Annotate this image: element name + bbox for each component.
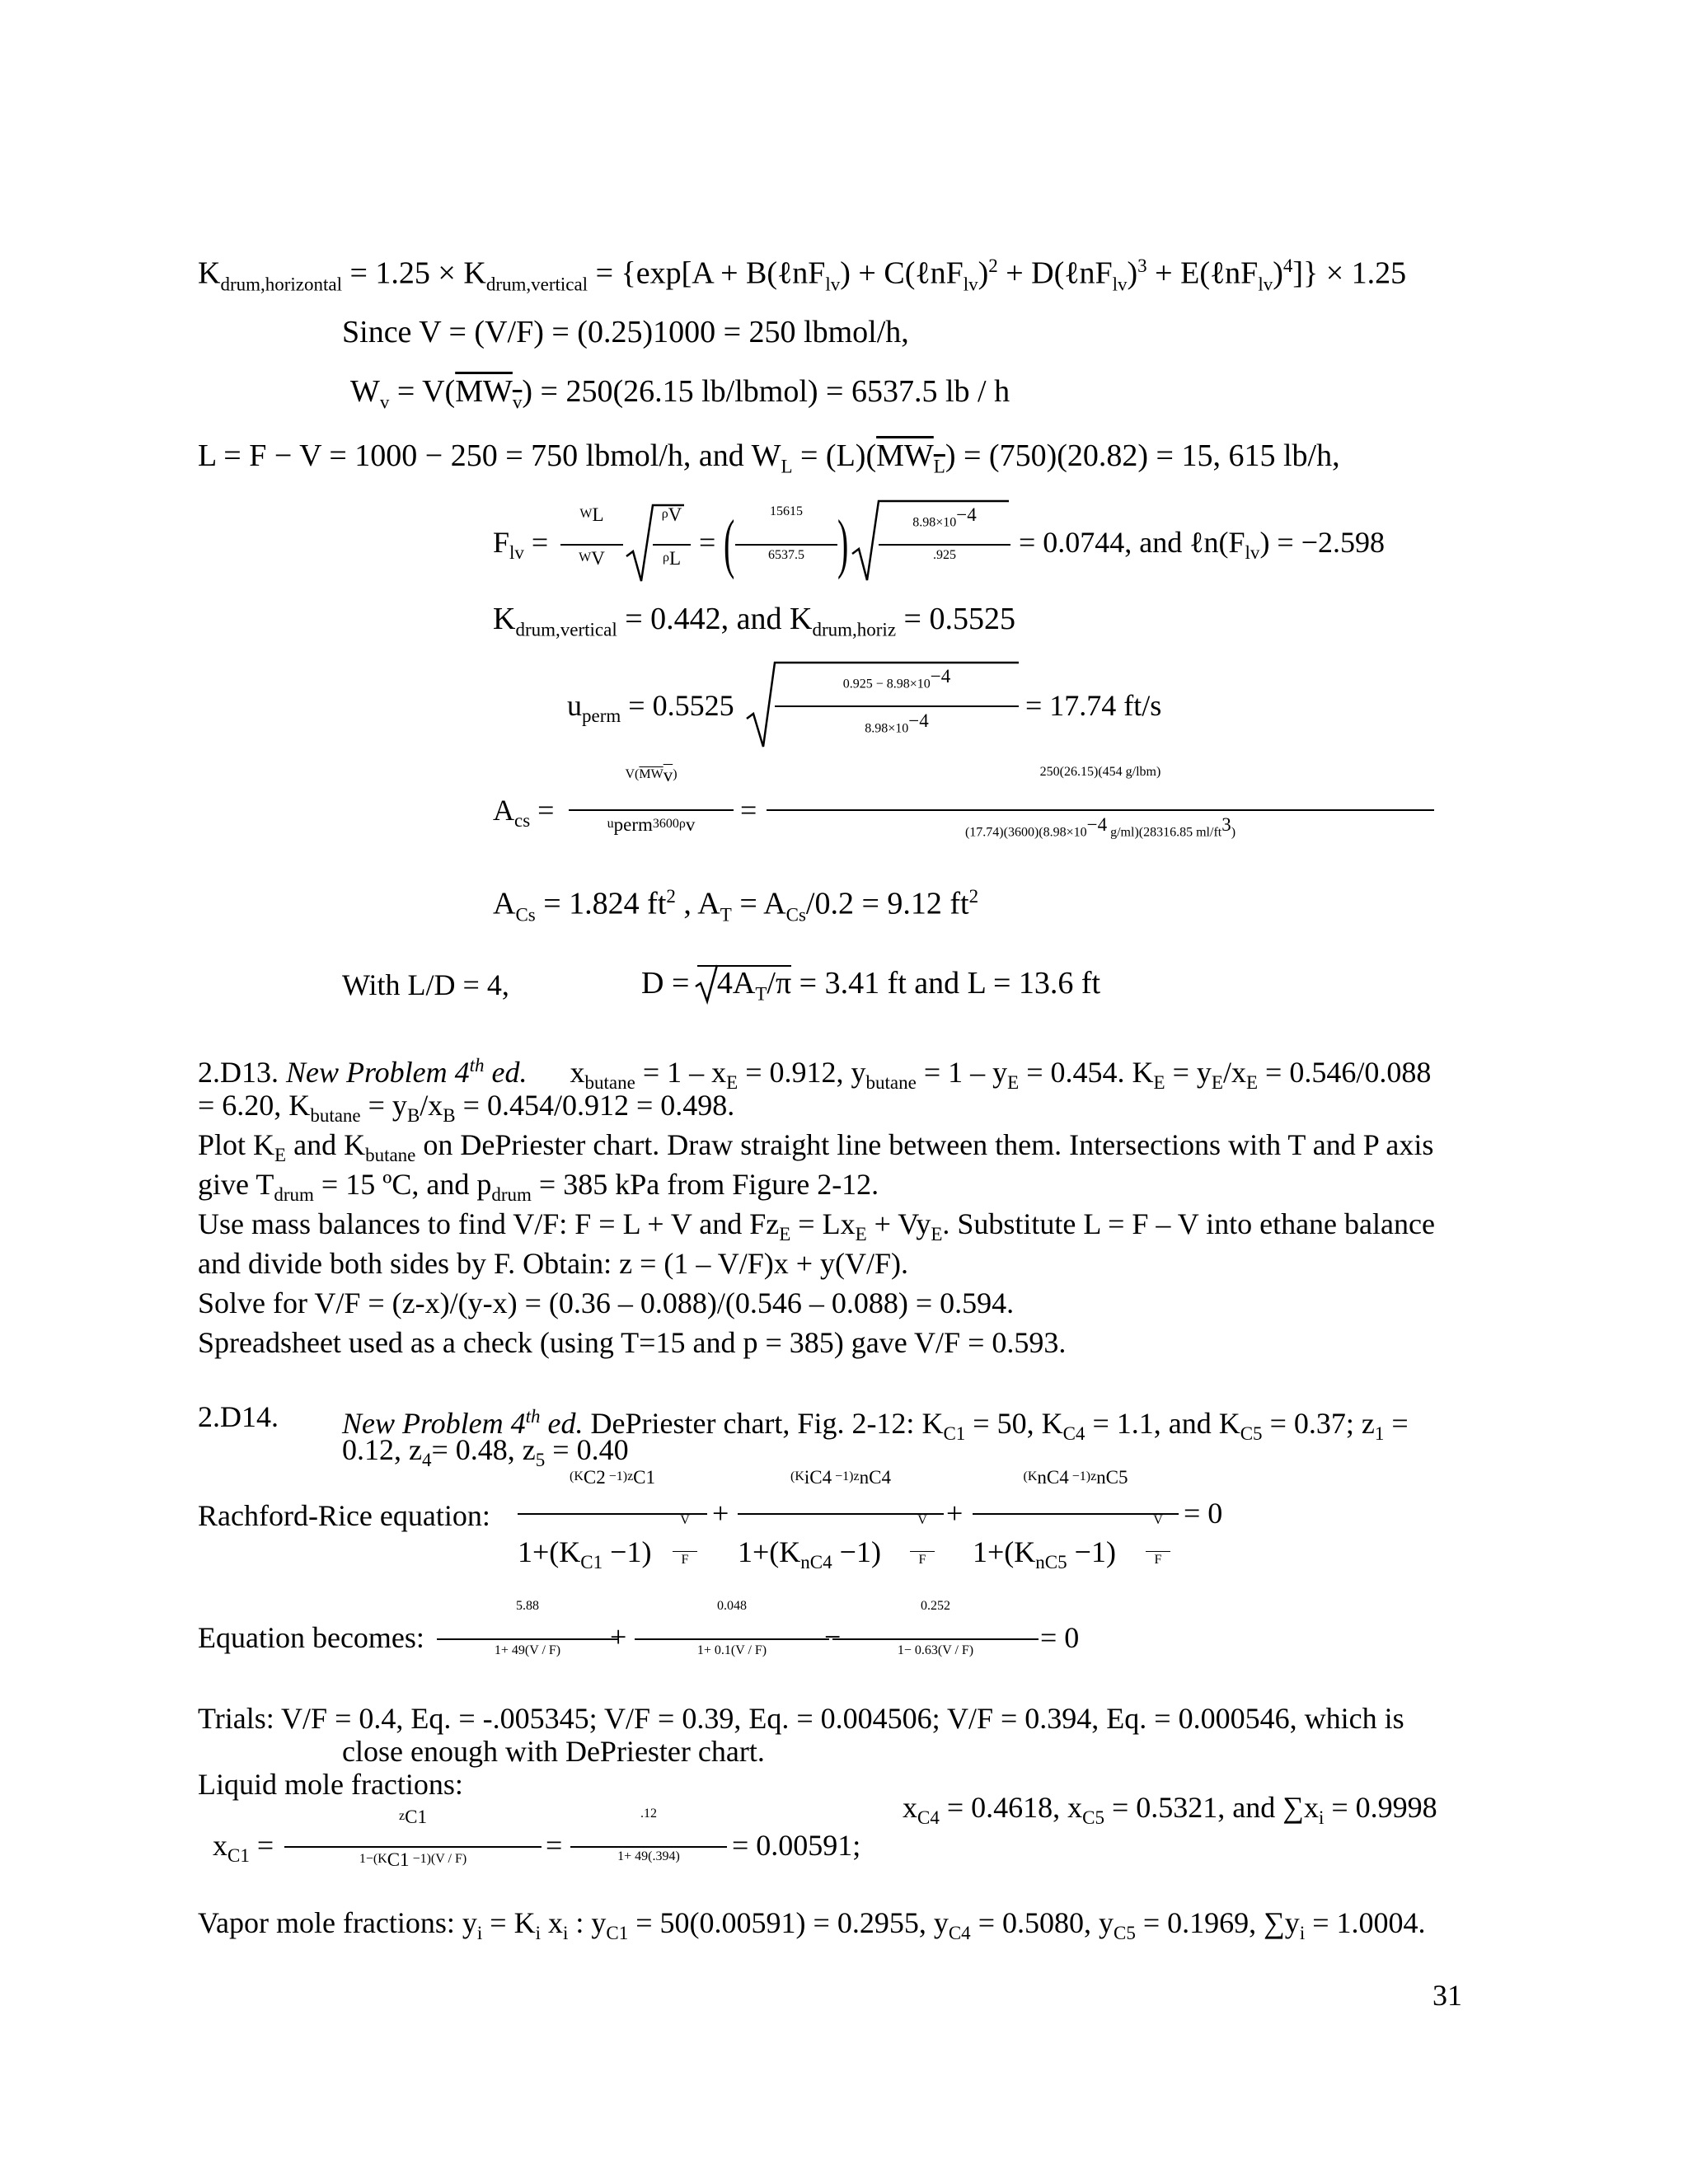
eq-sup: 2 (988, 255, 998, 276)
eq-sub: B (406, 1105, 420, 1127)
eq-text: = 1.25 × K (342, 255, 486, 291)
eq-sub: v (685, 814, 696, 835)
eq-text: x (903, 1791, 917, 1824)
eq-text: = (249, 1829, 274, 1862)
eq-sub: L (933, 456, 945, 477)
frac-den: F (918, 1553, 926, 1567)
eq-text: 1−(K (359, 1851, 387, 1866)
frac-den: F (681, 1553, 689, 1567)
eq-text: 1+(K (973, 1535, 1036, 1568)
eq-sub: V (668, 504, 682, 525)
frac-bar (673, 1551, 697, 1552)
eq-text: + E(ℓnF (1146, 255, 1259, 291)
eq-sup: th (525, 1406, 541, 1427)
text-line: Spreadsheet used as a check (using T=15 and p = 385) gave V/F = 0.593. (198, 1326, 1067, 1359)
eq-text: = 3.41 ft and L = 13.6 ft (791, 966, 1101, 1001)
eq-text: and K (286, 1128, 366, 1161)
eq-text: K (198, 255, 221, 291)
frac-num (879, 504, 1010, 530)
eq-text: + (610, 1620, 627, 1653)
eq-text: = 0.0744, and ℓn(F (1019, 526, 1245, 559)
eq-sub: drum,horiz (812, 619, 897, 640)
frac-num (973, 1467, 1179, 1488)
frac-num: 15615 (770, 504, 803, 518)
frac-bar (735, 544, 837, 546)
eq-text: ]} × 1.25 (1292, 255, 1407, 291)
eq-text: ) (1127, 255, 1138, 291)
eq-sub: drum,horizontal (220, 274, 342, 295)
frac-den (284, 1849, 542, 1871)
eq-text: (K (790, 1469, 804, 1483)
eq-text: ) = −2.598 (1259, 526, 1386, 559)
eq-sub: C1 (387, 1849, 410, 1870)
eq-text: u (567, 689, 582, 722)
text-line: Liquid mole fractions: (198, 1768, 463, 1801)
eq-text: = 6.20, K (198, 1089, 311, 1122)
eq-sub: drum,vertical (515, 619, 617, 640)
eq-sub: lv (509, 542, 524, 564)
eq-sub: 5 (535, 1450, 546, 1471)
eq-text: z (399, 1808, 406, 1823)
text-line: close enough with DePriester chart. (342, 1735, 765, 1768)
eq-sub: L (781, 456, 793, 477)
eq-text: −1)(V / F) (409, 1851, 467, 1866)
eq-area-results (493, 878, 978, 934)
eq-overline (455, 374, 523, 413)
eq-sub: lv (825, 274, 841, 295)
eq-text: = 0.9998 (1324, 1791, 1437, 1824)
eq-text: /π (767, 966, 792, 1001)
eq-text: = 0 (1040, 1621, 1080, 1654)
eq-text: ) (1273, 255, 1283, 291)
eq-sup: −4 (1086, 814, 1108, 835)
eq-text: x (541, 1906, 563, 1939)
frac-bar (832, 1638, 1039, 1640)
eq-sup: −4 (908, 710, 929, 731)
eq-text: 3600ρ (652, 816, 686, 831)
eq-overline (639, 765, 673, 785)
eq-sub: C5 (1114, 1923, 1136, 1944)
frac-num: 0.252 (921, 1599, 950, 1613)
eq-text: − (824, 1620, 842, 1653)
eq-text: ) = 250(26.15 lb/lbmol) = 6537.5 lb / h (522, 374, 1010, 409)
eq-text: = (530, 794, 555, 827)
eq-sub: perm (582, 705, 621, 727)
eq-text: x (213, 1829, 227, 1862)
eq-sub: nC5 (1096, 1467, 1128, 1488)
eq-text: New Problem 4 (342, 1407, 526, 1440)
eq-sub: butane (365, 1145, 416, 1166)
eq-text: /x (420, 1089, 443, 1122)
eq-text: MW (639, 766, 663, 781)
eq-text: = 1.1, and K (1085, 1407, 1240, 1440)
eq-text: = 0.5525 (896, 602, 1015, 636)
frac-den: 1+ 49(V / F) (494, 1643, 561, 1657)
eq-text: ed. (484, 1056, 528, 1089)
eq-text: = 0.5525 (621, 689, 734, 722)
page-number: 31 (1432, 1979, 1462, 2012)
eq-sub: E (274, 1145, 287, 1166)
frac-num (738, 1467, 944, 1488)
eq-sub: i (563, 1923, 569, 1944)
paren-left: ( (724, 508, 735, 580)
frac-bar (570, 1846, 727, 1848)
eq-result: = 17.74 ft/s (1025, 689, 1162, 722)
eq-sub: butane (310, 1105, 361, 1127)
eq-sub: lv (1258, 274, 1273, 295)
eq-text: ) + C(ℓnF (840, 255, 964, 291)
eq-text: = (1384, 1407, 1409, 1440)
eq-text: = 0.912, y (738, 1056, 866, 1089)
eq-sub: 4 (421, 1450, 432, 1471)
eq-diameter-label: With L/D = 4, (342, 968, 509, 1001)
eq-text: = 0.442, and K (617, 602, 813, 636)
eq-text: V( (625, 766, 640, 781)
eq-sub: iC4 (804, 1467, 832, 1488)
eq-text: ) (673, 766, 678, 781)
eq-sub: i (476, 1923, 483, 1944)
eq-sub: 1 (1374, 1423, 1385, 1445)
frac-bar (560, 544, 623, 546)
eq-vapor-flow: Since V = (V/F) = (0.25)1000 = 250 lbmol/h, (342, 315, 909, 349)
eq-sub: C1 (633, 1467, 656, 1488)
eq-text: = 15 ºC, and p (313, 1168, 492, 1201)
eq-diameter (641, 964, 1100, 1011)
eq-sub: i (1299, 1923, 1306, 1944)
frac-den: 1− 0.63(V / F) (897, 1643, 974, 1657)
eq-text: = 0.1969, ∑y (1135, 1906, 1300, 1939)
eq-text: ed. (540, 1407, 584, 1440)
eq-sub: nC4 (859, 1467, 891, 1488)
eq-text: = V( (389, 374, 456, 409)
eq-text: A (493, 886, 516, 921)
eq-sub: drum,vertical (485, 274, 588, 295)
eq-sub: lv (1245, 542, 1260, 564)
eq-sub: L (668, 548, 682, 569)
eq-text: = {exp[A + B(ℓnF (588, 255, 826, 291)
frac-bar (775, 705, 1019, 707)
eq-text: 8.98×10 (912, 515, 957, 530)
frac-den (973, 1535, 1116, 1573)
eq-lhs (493, 793, 554, 832)
eq-sub: nC4 (800, 1552, 832, 1573)
eq-sub: Cs (515, 904, 536, 926)
eq-text: = y (1165, 1056, 1212, 1089)
eq-text: + D(ℓnF (997, 255, 1113, 291)
eq-overline (876, 438, 945, 477)
eq-text: = 0.37; z (1262, 1407, 1375, 1440)
eq-text: x (570, 1056, 585, 1089)
eq-sup: 2 (968, 886, 979, 907)
eq-sub: C2 (583, 1467, 606, 1488)
eq-text: = K (482, 1906, 536, 1939)
eq-sub: lv (963, 274, 978, 295)
eq-text: 0.925 − 8.98×10 (842, 677, 931, 691)
eq-text: , A (675, 886, 720, 921)
eq-sub: butane (865, 1072, 917, 1094)
eq-sub: nC4 (1037, 1467, 1069, 1488)
eq-text: −1)z (605, 1469, 634, 1483)
eq-sub: E (1153, 1072, 1165, 1094)
eq-text: /0.2 = 9.12 ft (805, 886, 969, 921)
eq-text: 1+(K (738, 1535, 801, 1568)
frac-bar (653, 544, 691, 546)
frac-den (560, 548, 623, 569)
eq-text: = 0.454. K (1019, 1056, 1154, 1089)
eq-sub: nC5 (1035, 1552, 1067, 1573)
eq-text: = 0.5321, and ∑x (1104, 1791, 1319, 1824)
eq-text: K (493, 602, 516, 636)
eq-text: = A (731, 886, 786, 921)
frac-num: V (917, 1513, 927, 1527)
text-line: and divide both sides by F. Obtain: z = (1 – V/F)x + y(V/F). (198, 1247, 909, 1280)
eq-text: = 0.40 (545, 1433, 629, 1466)
eq-kdrum-values (493, 600, 1015, 649)
eq-text: = 0 (1184, 1497, 1223, 1530)
eq-text: g/ml)(28316.85 ml/ft (1107, 825, 1222, 840)
eq-liquid-flow (198, 437, 1340, 486)
eq-text: −1) (832, 1535, 881, 1568)
frac-bar (284, 1846, 542, 1848)
eq-sub: E (1245, 1072, 1259, 1094)
frac-den (767, 814, 1434, 840)
frac-num (775, 666, 1019, 691)
frac-bar (910, 1551, 935, 1552)
eq-sub: v (379, 391, 390, 413)
eq-text: = (546, 1829, 563, 1862)
text-line (198, 1904, 1426, 1952)
eq-text: on DePriester chart. Draw straight line between them. Intersections with T and P axis (415, 1128, 1434, 1161)
frac-num (569, 765, 734, 786)
eq-text: u (607, 816, 614, 831)
eq-sub: C1 (227, 1845, 250, 1867)
eq-text: Plot K (198, 1128, 275, 1161)
frac-bar (1146, 1551, 1170, 1552)
eq-sup: 2 (666, 886, 676, 907)
eq-text: = 1.0004. (1305, 1906, 1426, 1939)
frac-den: 1+ 49(.394) (617, 1849, 680, 1863)
eq-sup: 3 (1221, 814, 1231, 835)
frac-num: V (680, 1513, 690, 1527)
frac-den (653, 548, 691, 569)
eq-vapor-mass-flow (350, 373, 1010, 422)
eq-text: = 50(0.00591) = 0.2955, y (628, 1906, 949, 1939)
eq-text: D = (641, 966, 697, 1001)
text-line: Trials: V/F = 0.4, Eq. = -.005345; V/F = 0.39, Eq. = 0.004506; V/F = 0.394, Eq. = 0.000546, which is (198, 1702, 1404, 1735)
eq-text: F (493, 526, 510, 559)
eq-sub: v (663, 765, 673, 785)
problem-number: 2.D14. (198, 1400, 279, 1433)
eq-text: W (350, 374, 380, 409)
eq-text: ) (1231, 825, 1236, 840)
eq-sub: B (443, 1105, 456, 1127)
eq-sub: E (726, 1072, 738, 1094)
frac-den: F (1154, 1553, 1162, 1567)
eq-text: = 1 – y (916, 1056, 1008, 1089)
eq-sup: −4 (956, 504, 977, 525)
frac-num: .12 (640, 1807, 657, 1821)
frac-den (775, 710, 1019, 736)
eq-sub: L (592, 504, 604, 525)
eq-sub: T (720, 904, 732, 926)
eq-text: 4A (716, 966, 756, 1001)
eq-sub: C4 (948, 1923, 971, 1944)
frac-bar (437, 1638, 618, 1640)
eq-sub: perm (613, 814, 653, 835)
eq-text: = 0.48, z (431, 1433, 536, 1466)
equation-becomes-label: Equation becomes: (198, 1621, 424, 1654)
eq-text: = Lx (790, 1207, 856, 1240)
frac-num: 0.048 (717, 1599, 747, 1613)
eq-text: ) = (750)(20.82) = 15, 615 lb/h, (945, 438, 1340, 473)
eq-text: −1)z (1068, 1469, 1097, 1483)
sqrt-symbol (696, 965, 717, 1003)
eq-text: W (579, 550, 592, 565)
eq-text: = (740, 794, 757, 827)
rachford-rice-label: Rachford-Rice equation: (198, 1499, 490, 1532)
eq-sup: 4 (1282, 255, 1293, 276)
frac-bar (635, 1638, 829, 1640)
eq-text: = 0.5080, y (970, 1906, 1114, 1939)
eq-text: = 0.546/0.088 (1258, 1056, 1432, 1089)
eq-sub: E (1007, 1072, 1020, 1094)
frac-den: .925 (933, 548, 956, 562)
eq-sub: cs (514, 810, 531, 832)
frac-den: 6537.5 (768, 548, 804, 562)
eq-text: = 1 – x (635, 1056, 727, 1089)
eq-text: −1)z (832, 1469, 860, 1483)
eq-lhs (493, 525, 548, 564)
eq-sub: i (1318, 1807, 1325, 1829)
paren-right: ) (837, 508, 849, 580)
eq-text: DePriester chart, Fig. 2-12: K (583, 1407, 944, 1440)
eq-sub: T (755, 983, 767, 1005)
eq-text: = (523, 526, 549, 559)
sqrt-radicand (697, 965, 791, 1011)
eq-text: give T (198, 1168, 274, 1201)
eq-sub: v (512, 391, 523, 413)
frac-den (518, 1535, 651, 1573)
eq-text: L = F − V = 1000 − 250 = 750 lbmol/h, and W (198, 438, 781, 473)
eq-sub: lv (1112, 274, 1128, 295)
eq-text: = (L)( (792, 438, 877, 473)
eq-sub: drum (491, 1184, 532, 1206)
frac-bar (879, 544, 1010, 546)
eq-text: = 0.454/0.912 = 0.498. (455, 1089, 735, 1122)
eq-text: + Vy (866, 1207, 931, 1240)
frac-den: 1+ 0.1(V / F) (696, 1643, 767, 1657)
text-line (903, 1790, 1437, 1829)
eq-text: ρ (661, 506, 668, 521)
eq-text: Vapor mole fractions: y (198, 1906, 477, 1939)
eq-sub: i (535, 1923, 541, 1944)
eq-sub: C1 (606, 1923, 629, 1944)
eq-sup: th (469, 1055, 485, 1076)
eq-text: (17.74)(3600)(8.98×10 (964, 825, 1087, 840)
eq-text: /x (1222, 1056, 1246, 1089)
eq-text: A (493, 794, 514, 827)
eq-text: = 0.4618, x (939, 1791, 1083, 1824)
eq-sub: C4 (1062, 1423, 1085, 1445)
frac-den (738, 1535, 881, 1573)
eq-text: ) (978, 255, 989, 291)
frac-num (518, 1467, 707, 1488)
frac-num (653, 504, 691, 526)
eq-sub: C4 (917, 1807, 940, 1829)
eq-text: ρ (662, 550, 669, 565)
eq-text: + (712, 1497, 729, 1530)
eq-text: + (946, 1497, 964, 1530)
eq-text: −1) (1067, 1535, 1116, 1568)
frac-num: 5.88 (516, 1599, 539, 1613)
text-line: Solve for V/F = (z-x)/(y-x) = (0.36 – 0.088)/(0.546 – 0.088) = 0.594. (198, 1286, 1015, 1319)
frac-den (569, 814, 734, 836)
eq-kdrum-horizontal (198, 247, 1406, 303)
eq-sub: drum (274, 1184, 314, 1206)
eq-sup: −4 (930, 666, 951, 687)
eq-lhs (213, 1828, 274, 1867)
frac-num (284, 1807, 542, 1828)
eq-text: (K (569, 1469, 584, 1483)
eq-text: : y (568, 1906, 607, 1939)
eq-text: = 50, K (965, 1407, 1063, 1440)
frac-num: V (1153, 1513, 1163, 1527)
eq-lhs (567, 688, 734, 727)
eq-sub: C1 (405, 1807, 427, 1827)
eq-sub: E (779, 1224, 791, 1245)
eq-sub: C1 (943, 1423, 966, 1445)
frac-num (560, 504, 623, 526)
eq-sub: butane (584, 1072, 635, 1094)
eq-text: = (699, 526, 716, 559)
eq-text: = 385 kPa from Figure 2-12. (531, 1168, 879, 1201)
eq-text: 0.12, z (342, 1433, 422, 1466)
eq-text: MW (876, 438, 934, 473)
eq-text: −1) (603, 1535, 652, 1568)
eq-text: W (579, 506, 593, 521)
eq-result (1019, 525, 1385, 564)
frac-num: 250(26.15)(454 g/lbm) (1039, 765, 1161, 779)
eq-sub: C1 (580, 1552, 603, 1573)
eq-text: = y (360, 1089, 407, 1122)
eq-text: = 1.824 ft (535, 886, 667, 921)
eq-sub: Cs (785, 904, 806, 926)
frac-bar (767, 809, 1434, 811)
eq-sub: C5 (1240, 1423, 1263, 1445)
eq-sub: C5 (1082, 1807, 1104, 1829)
eq-text: 8.98×10 (865, 721, 909, 736)
eq-text: MW (455, 374, 513, 409)
eq-sub: E (1211, 1072, 1223, 1094)
frac-bar (569, 809, 734, 811)
eq-result: = 0.00591; (732, 1829, 861, 1862)
eq-sub: V (591, 548, 605, 569)
eq-text: New Problem 4 (286, 1056, 470, 1089)
eq-text: Use mass balances to find V/F: F = L + V and Fz (198, 1207, 780, 1240)
eq-sub: E (931, 1224, 943, 1245)
problem-number: 2.D13. (198, 1056, 286, 1089)
eq-text: . Substitute L = F – V into ethane balance (942, 1207, 1435, 1240)
eq-text: (K (1023, 1469, 1038, 1483)
eq-sub: E (855, 1224, 867, 1245)
eq-sup: 3 (1137, 255, 1147, 276)
eq-text: 1+(K (518, 1535, 581, 1568)
